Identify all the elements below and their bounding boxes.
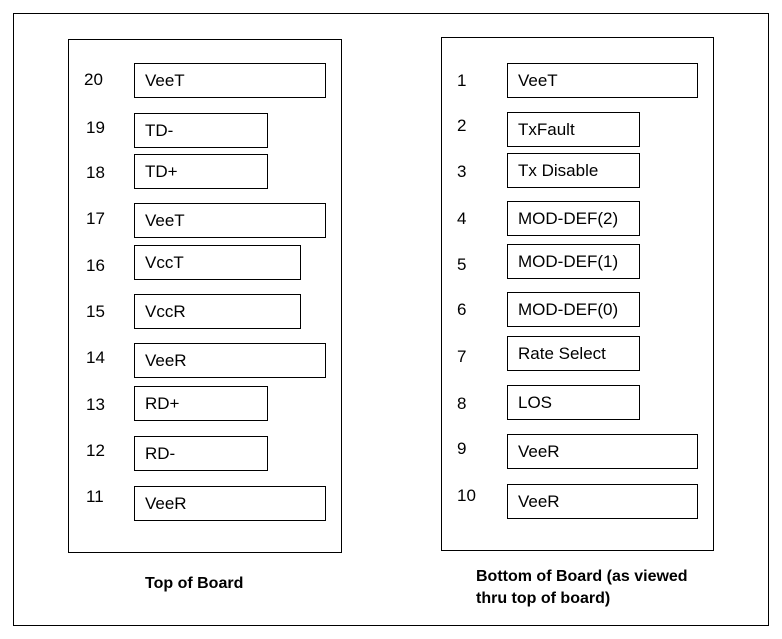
pin-number: 9 (457, 439, 467, 458)
top-board-caption: Top of Board (145, 575, 244, 592)
pin-signal-box: VeeT (134, 203, 326, 238)
pin-signal-box: MOD-DEF(0) (507, 292, 640, 327)
pin-signal-box: Rate Select (507, 336, 640, 371)
pin-number: 13 (86, 395, 105, 414)
pin-signal-box: RD+ (134, 386, 268, 421)
pin-signal-box: VeeR (134, 343, 326, 378)
pin-signal-box: VccR (134, 294, 301, 329)
pin-number: 3 (457, 162, 467, 181)
pin-signal-box: VeeR (507, 484, 698, 519)
pin-signal-box: VeeT (134, 63, 326, 98)
pin-number: 12 (86, 441, 105, 460)
pin-number: 11 (86, 487, 104, 506)
pin-signal-box: MOD-DEF(2) (507, 201, 640, 236)
pin-signal-box: TD- (134, 113, 268, 148)
pin-signal-box: VccT (134, 245, 301, 280)
pin-number: 16 (86, 256, 105, 275)
bottom-board-caption-line2: thru top of board) (476, 590, 611, 607)
bottom-board-caption-line1: Bottom of Board (as viewed (476, 568, 688, 585)
pin-signal-box: VeeT (507, 63, 698, 98)
pin-signal-box: VeeR (507, 434, 698, 469)
pin-signal-box: Tx Disable (507, 153, 640, 188)
pin-signal-box: RD- (134, 436, 268, 471)
pin-signal-box: VeeR (134, 486, 326, 521)
pin-number: 4 (457, 209, 467, 228)
pin-number: 2 (457, 116, 467, 135)
pin-number: 18 (86, 163, 105, 182)
pin-number: 10 (457, 486, 476, 505)
pin-signal-box: MOD-DEF(1) (507, 244, 640, 279)
pin-signal-box: LOS (507, 385, 640, 420)
pin-number: 8 (457, 394, 467, 413)
pin-signal-box: TxFault (507, 112, 640, 147)
pin-number: 19 (86, 118, 105, 137)
pin-signal-box: TD+ (134, 154, 268, 189)
pin-number: 15 (86, 302, 105, 321)
pin-number: 5 (457, 255, 467, 274)
pin-number: 17 (86, 209, 105, 228)
pin-number: 14 (86, 348, 105, 367)
pin-number: 6 (457, 300, 467, 319)
pin-number: 7 (457, 347, 467, 366)
pin-number: 20 (84, 70, 103, 89)
pin-number: 1 (457, 71, 467, 90)
bottom-board-caption (476, 566, 736, 610)
